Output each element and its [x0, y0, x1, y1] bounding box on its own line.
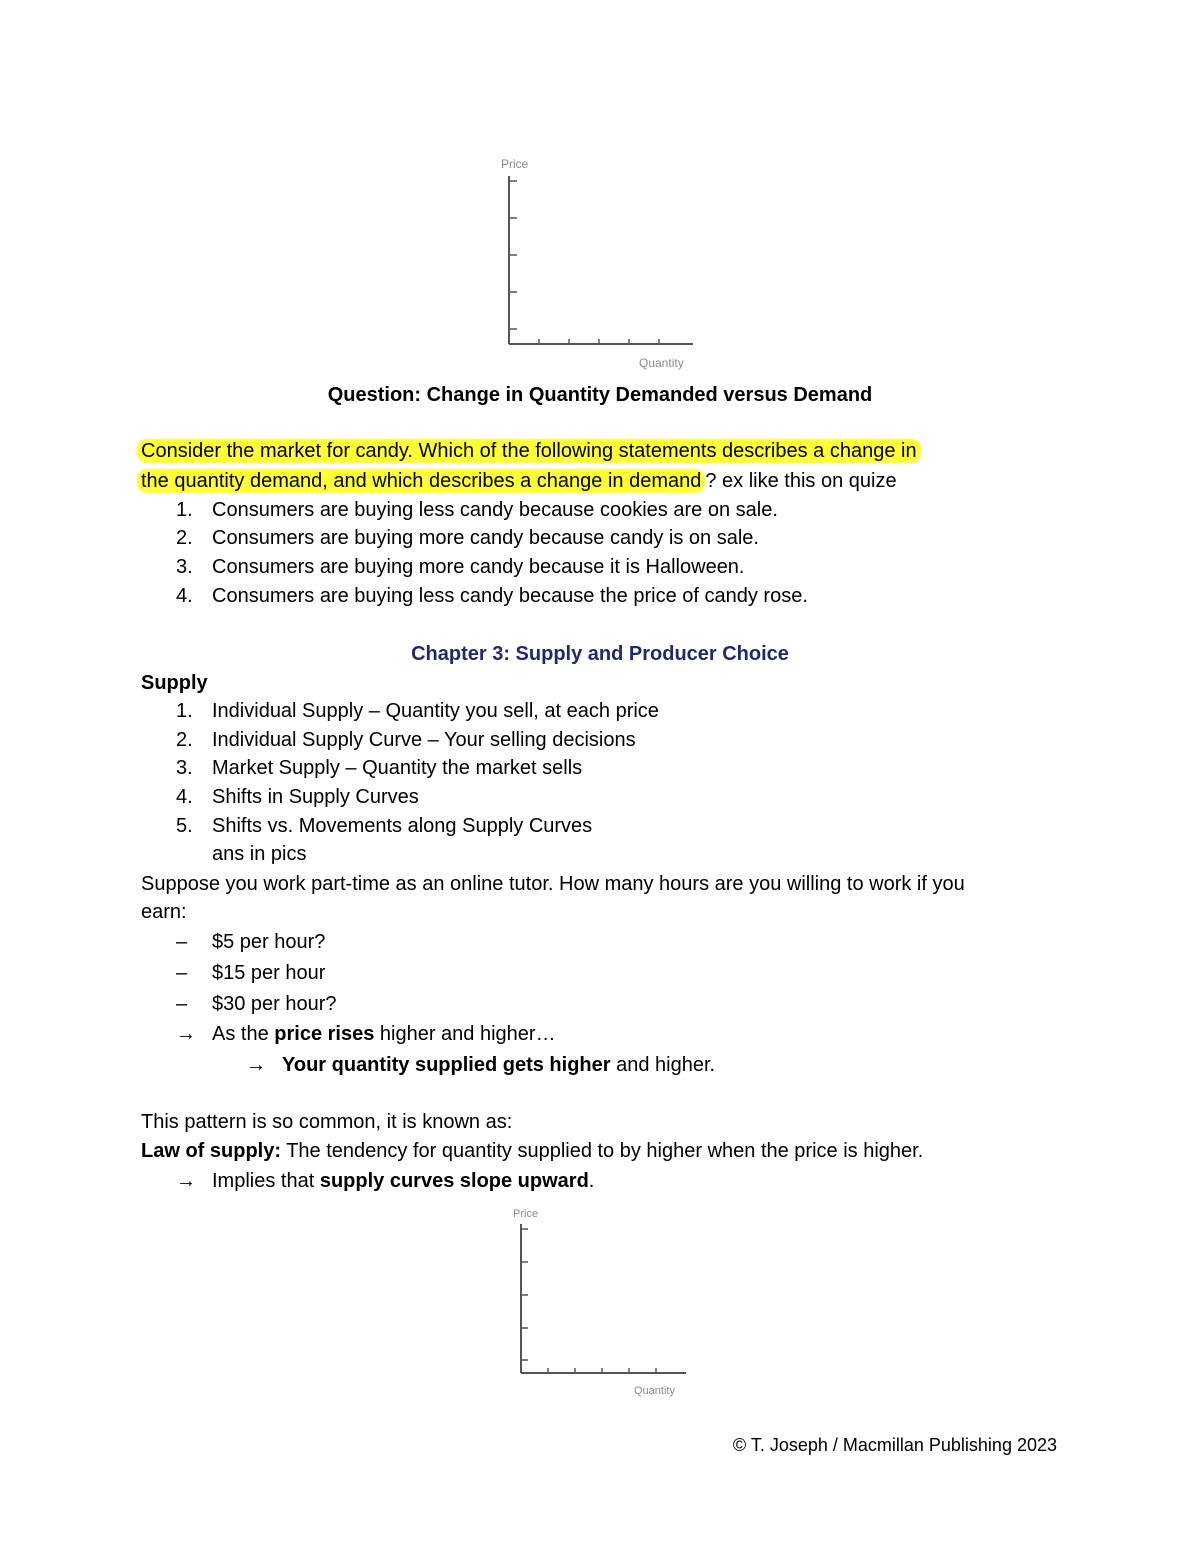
implies-bold: supply curves slope upward: [319, 1170, 589, 1192]
statement-number: 1.: [176, 499, 193, 521]
supply-item: Market Supply – Quantity the market sells: [212, 757, 583, 779]
wage-item: $30 per hour?: [212, 993, 337, 1015]
supply-item: Shifts in Supply Curves: [212, 786, 419, 808]
dash-bullet: –: [176, 993, 188, 1015]
supply-item-number: 1.: [176, 700, 193, 722]
prompt-highlight-2: the quantity demand, and which describes a change in demand: [137, 469, 705, 493]
quantity-supplied-bold: Your quantity supplied gets higher: [282, 1054, 611, 1076]
tutor-question-line-1: Suppose you work part-time as an online tutor. How many hours are you willing to work if you: [141, 873, 965, 895]
statement-item: Consumers are buying more candy because it is Halloween.: [212, 556, 745, 578]
law-of-supply-line: [141, 1139, 923, 1163]
implies-line: [212, 1169, 594, 1193]
supply-item: Individual Supply – Quantity you sell, at each price: [212, 700, 659, 722]
law-of-supply-term: Law of supply:: [141, 1140, 281, 1162]
question-title: Question: Change in Quantity Demanded versus Demand: [327, 384, 873, 406]
supply-item: Individual Supply Curve – Your selling decisions: [212, 729, 636, 751]
bottom-price-quantity-chart: [505, 1202, 705, 1398]
tutor-question-line-2: earn:: [141, 901, 187, 923]
supply-item-number: 3.: [176, 757, 193, 779]
top-chart-y-ticks: [509, 181, 517, 329]
implies-post: .: [588, 1170, 595, 1192]
wage-item: $15 per hour: [212, 962, 326, 984]
dash-bullet: –: [176, 931, 188, 953]
quantity-supplied-line: [282, 1053, 715, 1077]
bottom-chart-y-label: Price: [513, 1208, 539, 1220]
top-price-quantity-chart: [490, 150, 710, 375]
quantity-supplied-post: and higher.: [610, 1054, 716, 1076]
arrow-icon: →: [246, 1054, 266, 1076]
supply-item-number: 5.: [176, 815, 193, 837]
pattern-line: This pattern is so common, it is known as:: [141, 1111, 513, 1133]
prompt-line-2-rest: ? ex like this on quize: [705, 470, 897, 492]
statement-number: 4.: [176, 585, 193, 607]
chapter-title: Chapter 3: Supply and Producer Choice: [411, 643, 789, 665]
arrow-icon: →: [176, 1023, 196, 1045]
supply-item-number: 2.: [176, 729, 193, 751]
statement-item: Consumers are buying less candy because cookies are on sale.: [212, 499, 778, 521]
copyright-footer: © T. Joseph / Macmillan Publishing 2023: [732, 1435, 1057, 1455]
note-text: ans in pics: [212, 843, 307, 865]
supply-item: Shifts vs. Movements along Supply Curves: [212, 815, 593, 837]
prompt-line-2: [141, 469, 897, 493]
arrow-icon: →: [176, 1170, 196, 1192]
supply-item-number: 4.: [176, 786, 193, 808]
price-rises-post: higher and higher…: [374, 1023, 556, 1045]
top-chart-x-label: Quantity: [639, 356, 684, 370]
price-rises-bold: price rises: [274, 1023, 375, 1045]
top-chart-y-label: Price: [501, 157, 529, 171]
price-rises-line: [212, 1022, 556, 1046]
implies-pre: Implies that: [212, 1170, 320, 1192]
price-rises-pre: As the: [212, 1023, 275, 1045]
statement-item: Consumers are buying less candy because the price of candy rose.: [212, 585, 808, 607]
supply-heading: Supply: [141, 672, 208, 694]
law-of-supply-definition: The tendency for quantity supplied to by higher when the price is higher.: [281, 1140, 924, 1162]
bottom-chart-y-ticks: [521, 1229, 528, 1360]
prompt-highlight-1: Consider the market for candy. Which of the following statements describes a change in: [137, 439, 921, 463]
wage-item: $5 per hour?: [212, 931, 326, 953]
bottom-chart-x-label: Quantity: [634, 1385, 675, 1397]
statement-number: 3.: [176, 556, 193, 578]
prompt-line-1: [141, 439, 921, 463]
statement-item: Consumers are buying more candy because candy is on sale.: [212, 527, 759, 549]
statement-number: 2.: [176, 527, 193, 549]
dash-bullet: –: [176, 962, 188, 984]
